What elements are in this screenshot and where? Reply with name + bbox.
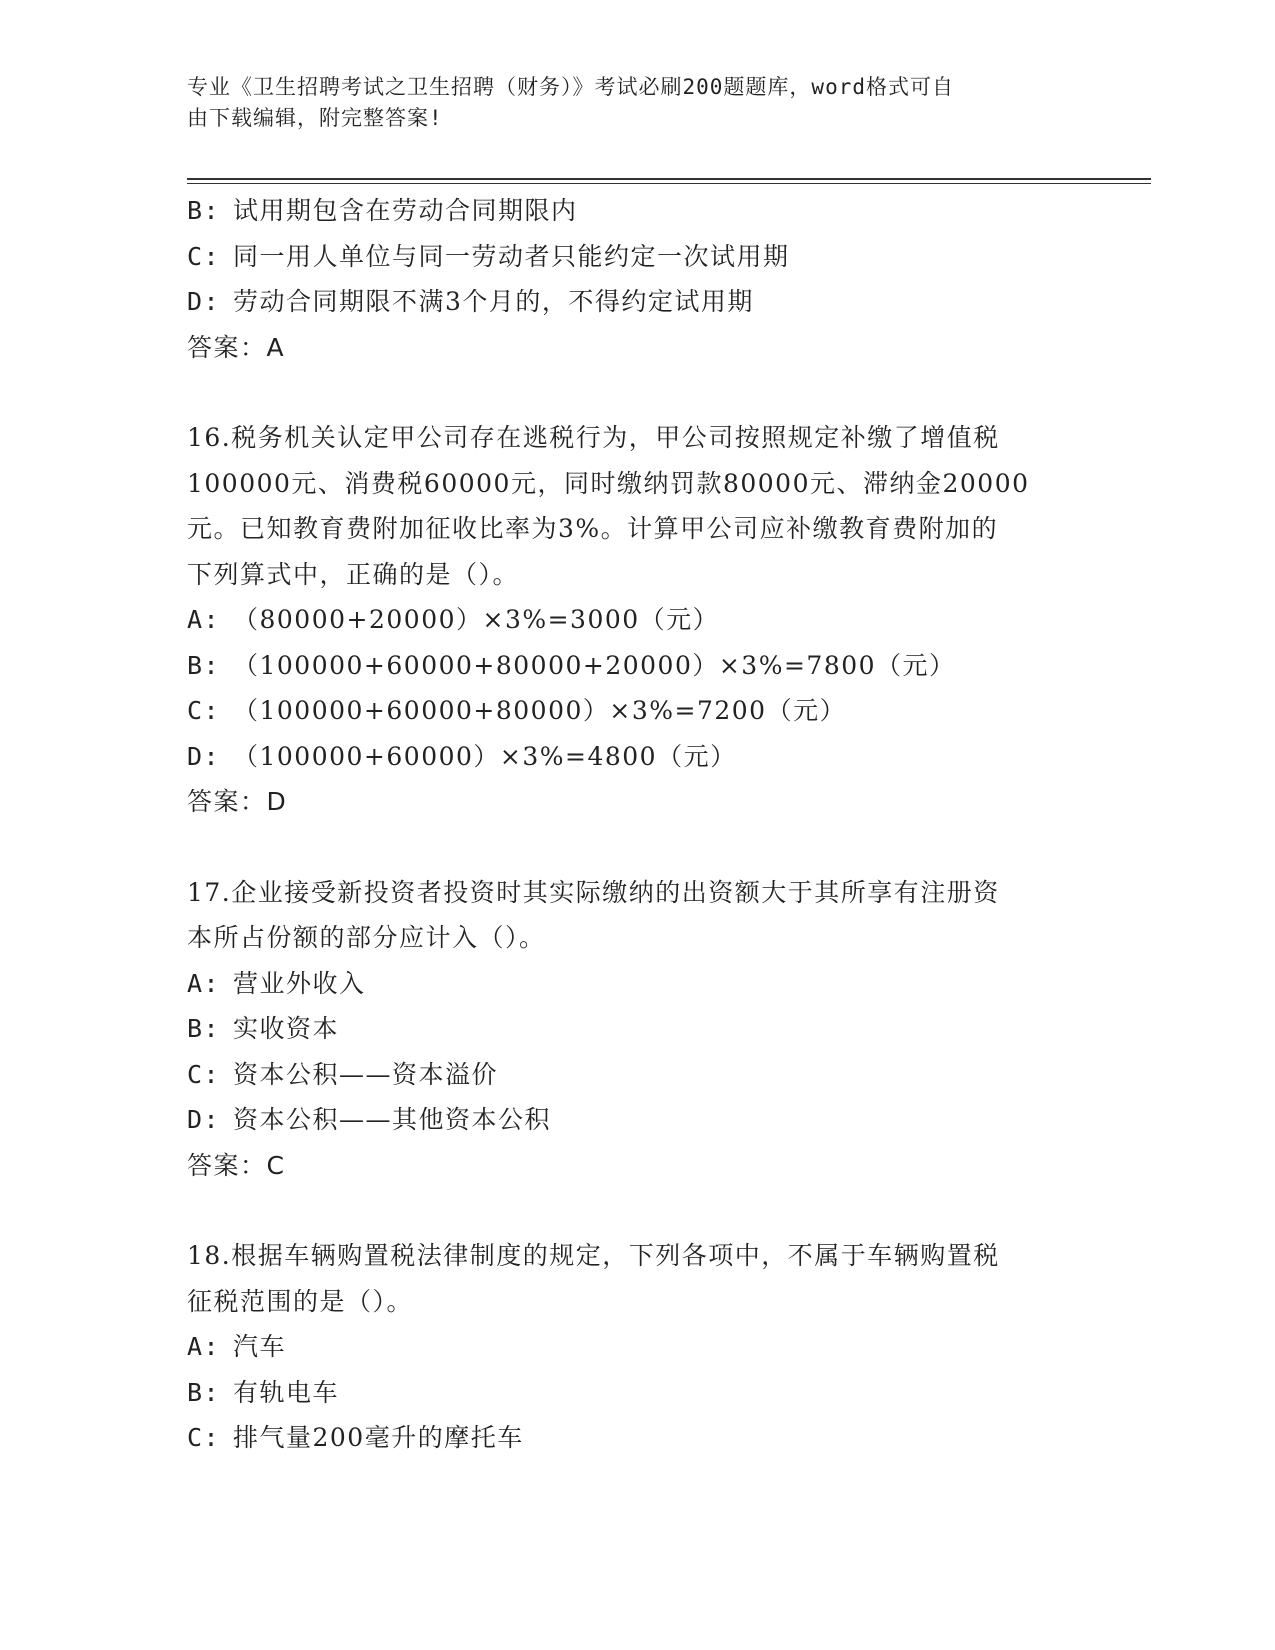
option-b: B: （100000+60000+80000+20000）×3%=7800（元） bbox=[187, 650, 956, 680]
option-a: A: 汽车 bbox=[187, 1332, 287, 1361]
option-b: B: 有轨电车 bbox=[187, 1377, 340, 1407]
option-d: D: 资本公积——其他资本公积 bbox=[187, 1105, 552, 1134]
option-c: C: 资本公积——资本溢价 bbox=[187, 1059, 499, 1089]
header-rule-thick bbox=[187, 178, 1151, 180]
document-header bbox=[187, 72, 1067, 134]
question-stem: 征税范围的是（）。 bbox=[187, 1286, 414, 1316]
option-b: B: 试用期包含在劳动合同期限内 bbox=[187, 196, 578, 225]
header-rule-thin bbox=[187, 183, 1151, 184]
option-d: D: 劳动合同期限不满3个月的，不得约定试用期 bbox=[187, 287, 754, 316]
question-stem: 16.税务机关认定甲公司存在逃税行为，甲公司按照规定补缴了增值税 bbox=[187, 423, 1000, 452]
answer: 答案：A bbox=[187, 332, 286, 362]
option-d: D: （100000+60000）×3%=4800（元） bbox=[187, 741, 737, 771]
question-stem: 17.企业接受新投资者投资时其实际缴纳的出资额大于其所享有注册资 bbox=[187, 877, 1000, 907]
question-list bbox=[187, 188, 1087, 1461]
answer: 答案：D bbox=[187, 787, 288, 816]
header-line-2: 由下载编辑，附完整答案! bbox=[187, 106, 443, 130]
question-15-tail bbox=[187, 188, 1087, 370]
option-a: A: 营业外收入 bbox=[187, 968, 366, 998]
header-line-1: 专业《卫生招聘考试之卫生招聘（财务）》考试必刷200题题库，word格式可自 bbox=[187, 75, 954, 99]
question-17 bbox=[187, 870, 1087, 1189]
question-16 bbox=[187, 415, 1087, 825]
option-c: C: （100000+60000+80000）×3%=7200（元） bbox=[187, 696, 847, 725]
question-stem: 下列算式中，正确的是（）。 bbox=[187, 559, 520, 589]
answer: 答案：C bbox=[187, 1150, 286, 1180]
question-stem: 元。已知教育费附加征收比率为3%。计算甲公司应补缴教育费附加的 bbox=[187, 514, 999, 543]
question-stem: 18.根据车辆购置税法律制度的规定，下列各项中，不属于车辆购置税 bbox=[187, 1241, 1000, 1270]
option-c: C: 同一用人单位与同一劳动者只能约定一次试用期 bbox=[187, 241, 790, 271]
option-c: C: 排气量200毫升的摩托车 bbox=[187, 1423, 524, 1452]
question-stem: 100000元、消费税60000元，同时缴纳罚款80000元、滞纳金20000 bbox=[187, 468, 1030, 498]
option-b: B: 实收资本 bbox=[187, 1014, 340, 1043]
option-a: A: （80000+20000）×3%=3000（元） bbox=[187, 605, 720, 634]
question-18 bbox=[187, 1233, 1087, 1461]
question-stem: 本所占份额的部分应计入（）。 bbox=[187, 923, 546, 952]
